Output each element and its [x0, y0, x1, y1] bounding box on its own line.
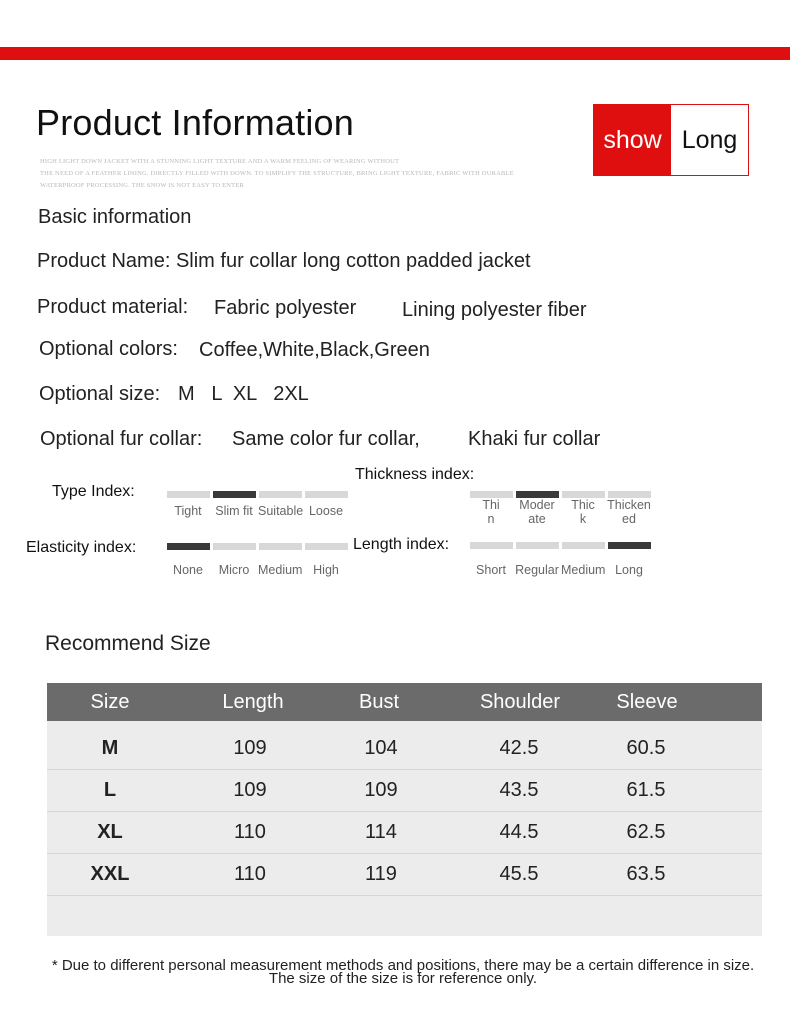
type-index-segment	[305, 491, 348, 498]
cell-bust: 109	[364, 779, 398, 801]
length-index-segment	[470, 542, 513, 549]
fur-collar-option-2: Khaki fur collar	[468, 428, 601, 450]
table-row	[47, 853, 762, 896]
cell-length: 110	[234, 863, 266, 885]
elasticity-index-option: Medium	[258, 563, 303, 577]
material-label: Product material:	[37, 296, 189, 318]
size-disclaimer-line-1: * Due to different personal measurement methods and positions, there may be a certain difference in size.	[51, 957, 755, 974]
cell-length: 109	[233, 737, 267, 759]
size-label: Optional size:	[39, 383, 161, 405]
thickness-index-label: Thickness index:	[355, 466, 475, 483]
thickness-index-segment	[470, 491, 513, 498]
type-index-option: Tight	[174, 504, 202, 518]
col-header-size: Size	[90, 691, 130, 713]
elasticity-index-segment	[259, 543, 302, 550]
elasticity-index-option: None	[173, 563, 203, 577]
thickness-index-segment	[608, 491, 651, 498]
elasticity-index-segment	[213, 543, 256, 550]
cell-size: XL	[97, 821, 123, 843]
table-row	[47, 811, 762, 854]
fur-collar-label: Optional fur collar:	[40, 428, 203, 450]
length-index-option: Medium	[561, 563, 606, 577]
fur-collar-option-1: Same color fur collar,	[232, 428, 420, 450]
cell-bust: 114	[365, 821, 397, 843]
thickness-index-option: Thicken ed	[607, 498, 651, 526]
subtitle-line-1: HIGH LIGHT DOWN JACKET WITH A STUNNING LIGHT TEXTURE AND A WARM FEELING OF WEARING WITHOUT	[40, 158, 400, 165]
length-index-segment	[608, 542, 651, 549]
col-header-length: Length	[222, 691, 284, 713]
table-row	[47, 727, 762, 770]
elasticity-index-option: High	[313, 563, 339, 577]
cell-shoulder: 43.5	[499, 779, 539, 801]
size-disclaimer-line-2: The size of the size is for reference only.	[268, 970, 538, 987]
type-index-option: Suitable	[258, 504, 304, 518]
cell-sleeve: 60.5	[626, 737, 666, 759]
elasticity-index-segment	[305, 543, 348, 550]
cell-sleeve: 61.5	[626, 779, 666, 801]
cell-size: L	[103, 779, 117, 801]
elasticity-index-option: Micro	[218, 563, 250, 577]
thickness-index-option: Thic k	[571, 498, 595, 526]
cell-length: 110	[234, 821, 266, 843]
type-index-option: Slim fit	[215, 504, 253, 518]
elasticity-index-label: Elasticity index:	[26, 539, 137, 556]
cell-size: XXL	[90, 863, 130, 885]
size-value: M L XL 2XL	[178, 383, 309, 405]
cell-size: M	[101, 737, 119, 759]
cell-shoulder: 44.5	[499, 821, 539, 843]
cell-shoulder: 42.5	[499, 737, 539, 759]
type-index-segment	[259, 491, 302, 498]
product-name: Product Name: Slim fur collar long cotton padded jacket	[37, 250, 531, 272]
length-index-option: Long	[615, 563, 643, 577]
colors-value: Coffee,White,Black,Green	[199, 339, 430, 361]
col-header-shoulder: Shoulder	[479, 691, 561, 713]
colors-label: Optional colors:	[39, 338, 178, 360]
length-index-label: Length index:	[353, 536, 450, 553]
page-title: Product Information	[36, 102, 354, 143]
top-accent-bar	[0, 47, 790, 60]
size-table-header	[47, 683, 762, 721]
basic-info-heading: Basic information	[38, 206, 192, 228]
thickness-index-option: Thi n	[482, 498, 500, 526]
table-row	[47, 769, 762, 812]
cell-bust: 119	[365, 863, 397, 885]
cell-shoulder: 45.5	[499, 863, 539, 885]
length-index-option: Regular	[515, 563, 559, 577]
cell-sleeve: 63.5	[626, 863, 666, 885]
badge-show-label: show	[594, 105, 671, 175]
elasticity-index-segment	[167, 543, 210, 550]
material-lining: Lining polyester fiber	[402, 299, 587, 321]
length-index-segment	[562, 542, 605, 549]
type-index-option: Loose	[308, 504, 344, 518]
thickness-index-segment	[516, 491, 559, 498]
size-table	[47, 683, 762, 936]
badge-long-label: Long	[681, 125, 738, 154]
col-header-sleeve: Sleeve	[616, 691, 678, 713]
subtitle-line-2: THE NEED OF A FEATHER LINING. DIRECTLY FILLED WITH DOWN. TO SIMPLIFY THE STRUCTURE, BRING LIGHT TEXTURE, FABRIC WITH DURABLE	[40, 170, 514, 177]
col-header-bust: Bust	[358, 691, 400, 713]
material-fabric: Fabric polyester	[214, 297, 357, 319]
cell-bust: 104	[364, 737, 398, 759]
recommend-size-title: Recommend Size	[45, 632, 211, 655]
thickness-index-segment	[562, 491, 605, 498]
length-index-segment	[516, 542, 559, 549]
cell-sleeve: 62.5	[626, 821, 666, 843]
type-index-label: Type Index:	[52, 483, 135, 500]
thickness-index-option: Moder ate	[519, 498, 555, 526]
cell-length: 109	[233, 779, 267, 801]
style-badge	[593, 104, 749, 176]
length-index-option: Short	[476, 563, 506, 577]
type-index-segment	[167, 491, 210, 498]
subtitle-line-3: WATERPROOF PROCESSING. THE SNOW IS NOT EASY TO ENTER	[40, 182, 245, 189]
type-index-segment	[213, 491, 256, 498]
